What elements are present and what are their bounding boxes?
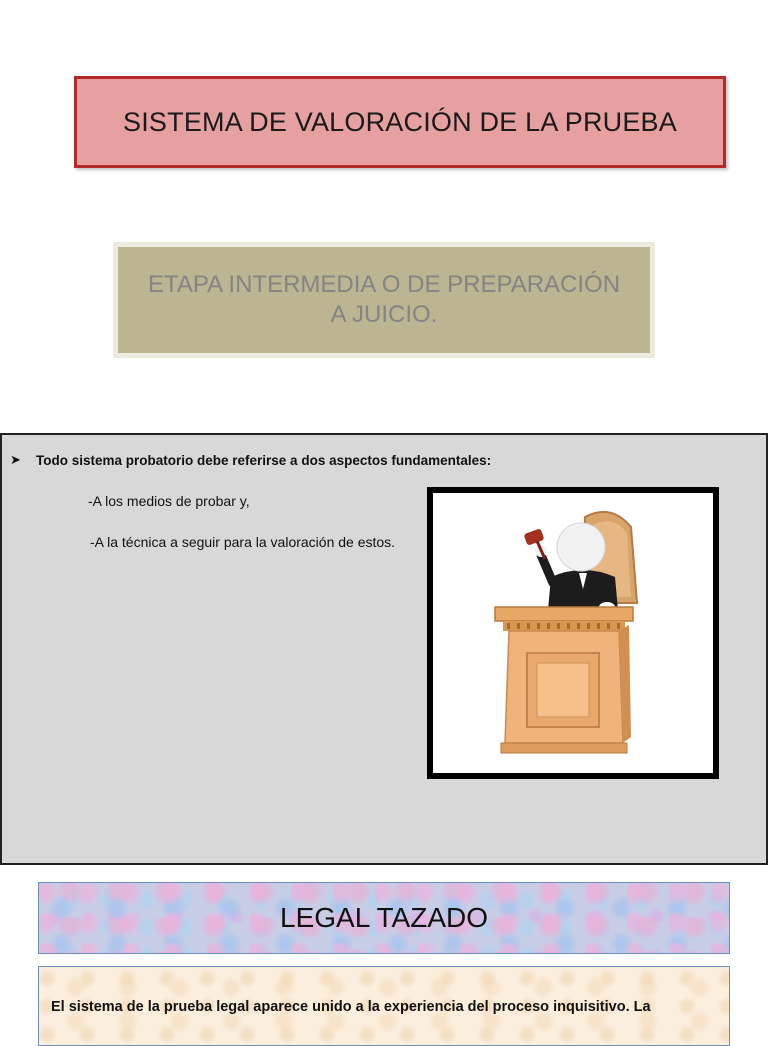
- bullet-item: [10, 452, 491, 468]
- judge-at-podium-icon: [433, 493, 713, 773]
- legal-tazado-paragraph: El sistema de la prueba legal aparece unido a la experiencia del proceso inquisitivo. La: [51, 999, 651, 1015]
- stage-title-box: [113, 242, 655, 358]
- slide-title-box: [74, 76, 726, 168]
- slide-title: SISTEMA DE VALORACIÓN DE LA PRUEBA: [123, 106, 677, 137]
- bullet-text: Todo sistema probatorio debe referirse a dos aspectos fundamentales:: [36, 452, 492, 468]
- sub-item-2: -A la técnica a seguir para la valoración de estos.: [90, 534, 396, 550]
- stage-title-line2: A JUICIO.: [330, 301, 438, 328]
- judge-illustration-frame: [427, 487, 719, 779]
- stage-title: [148, 270, 620, 330]
- arrow-bullet-icon: ➤: [10, 452, 21, 467]
- stage-title-line1: ETAPA INTERMEDIA O DE PREPARACIÓN: [147, 271, 621, 298]
- legal-tazado-title-box: [38, 882, 730, 954]
- sub-item-1: -A los medios de probar y,: [88, 493, 250, 509]
- legal-tazado-title: LEGAL TAZADO: [280, 902, 488, 933]
- legal-tazado-text-box: [38, 966, 730, 1046]
- content-slide: [0, 433, 768, 865]
